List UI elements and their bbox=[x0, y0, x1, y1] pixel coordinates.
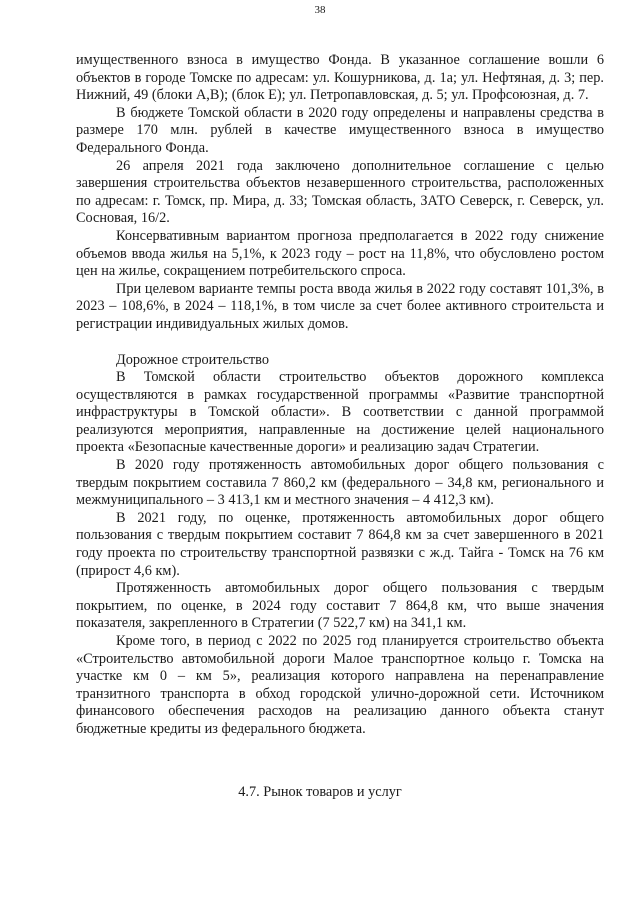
section-title: 4.7. Рынок товаров и услуг bbox=[238, 784, 402, 800]
paragraph-target-forecast: При целевом варианте темпы роста ввода жилья в 2022 году составят 101,3%, в 2023 – 108,6%, в 2024 – 118,1%, в том числе за счет более активного строительста и регистрации индивидуальных жилых домов. bbox=[76, 280, 604, 332]
paragraph-conservative-forecast: Консервативным вариантом прогноза предполагается в 2022 году снижение объемов ввода жилья на 5,1%, к 2023 году – рост на 11,8%, что обусловлено ростом цен на жилье, сокращением потребительского спроса. bbox=[76, 227, 604, 280]
subheading-road-construction: Дорожное строительство bbox=[116, 351, 269, 368]
paragraph-agreement-2021: 26 апреля 2021 года заключено дополнительное соглашение с целью завершения строительства объектов незавершенного строительства, расположенных по адресам: г. Томск, пр. Мира, д. 33; Томская область, ЗАТО Северск, г. Северск, ул. Сосновая, 16/2. bbox=[76, 157, 604, 227]
paragraph-road-length-2024: Протяженность автомобильных дорог общего пользования с твердым покрытием, по оценке, в 2024 году составит 7 864,8 км, что выше значения показателя, закрепленного в Стратегии (7 522,7 км) на 341,1 км. bbox=[76, 580, 604, 632]
paragraph-fund-objects: имущественного взноса в имущество Фонда. В указанное соглашение вошли 6 объектов в городе Томске по адресам: ул. Кошурникова, д. 1а; ул. Нефтяная, д. 3; пер. Нижний, 49 (блоки А,В); (блок Е); ул. Петропавловская, д. 5; ул. Профсоюзная, д. 7. bbox=[76, 52, 604, 104]
paragraph-road-program: В Томской области строительство объектов дорожного комплекса осуществляются в рамках государственной программы «Развитие транспортной инфраструктуры в Томской области». В соответствии с данной программой реализуются мероприятия, направленные на достижение целей национального проекта «Безопасные качественные дороги» и реализацию задач Стратегии. bbox=[76, 369, 604, 456]
paragraph-budget-2020: В бюджете Томской области в 2020 году определены и направлены средства в размере 170 млн. рублей в качестве имущественного взноса в имущество Федерального Фонда. bbox=[76, 104, 604, 156]
paragraph-ring-road: Кроме того, в период с 2022 по 2025 год планируется строительство объекта «Строительство автомобильной дороги Малое транспортное кольцо г. Томска на участке км 0 – км 5», реализация которого направлена на перенаправление транзитного транспорта в обход городской улично-дорожной сети. Источником финансового обеспечения расходов на реализацию данного объекта станут бюджетные кредиты из федерального бюджета. bbox=[76, 633, 604, 737]
page-number: 38 bbox=[314, 4, 326, 16]
document-body bbox=[76, 52, 604, 739]
section-spacer bbox=[76, 334, 604, 352]
paragraph-road-length-2021: В 2021 году, по оценке, протяженность автомобильных дорог общего пользования с твердым покрытием составит 7 864,8 км за счет завершенного в 2021 году проекта по строительству транспортной развязки с ж.д. Тайга - Томск на 76 км (прирост 4,6 км). bbox=[76, 509, 604, 579]
paragraph-road-length-2020: В 2020 году протяженность автомобильных дорог общего пользования с твердым покрытием составила 7 860,2 км (федерального – 34,8 км, регионального и межмуниципального – 3 413,1 км и местного значения – 4 412,3 км). bbox=[76, 457, 604, 509]
